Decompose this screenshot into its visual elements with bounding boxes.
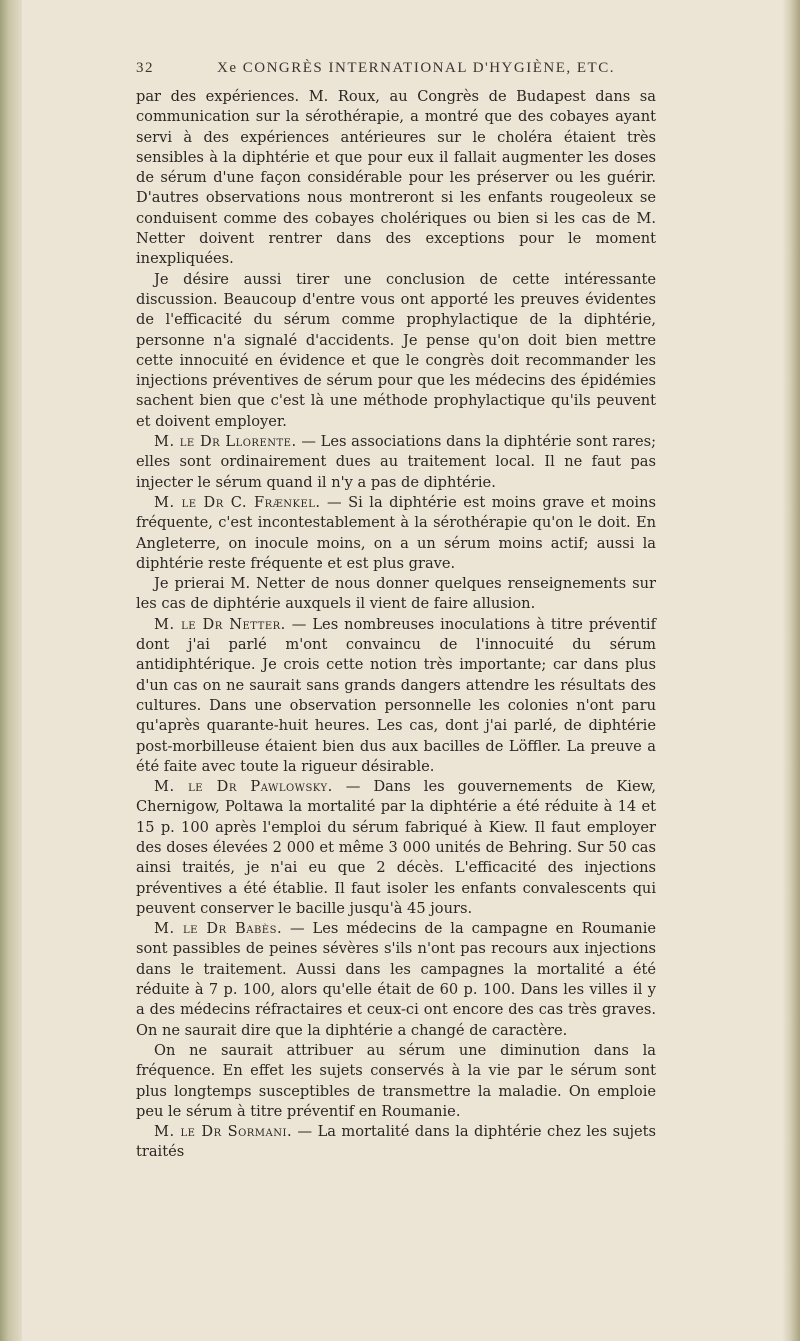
- paragraph-text: — Les associations dans la diphtérie sont rares; elles sont ordinairement dues au traitement local. Il ne faut pas injecter le sérum quand il n'y a pas de diphtérie.: [136, 433, 656, 491]
- paragraph-text: On ne saurait attribuer au sérum une diminution dans la fréquence. En effet les sujets conservés à la vie par le sérum sont plus longtemps susceptibles de transmettre la maladie. On emploie peu le sérum à titre préventif en Roumanie.: [136, 1041, 656, 1120]
- speaker: M. le Dr Llorente.: [154, 433, 297, 451]
- scan-edge-right: [782, 0, 800, 1341]
- paragraph: [136, 777, 656, 919]
- paragraph-text: — Si la diphtérie est moins grave et moins fréquente, c'est incontestablement à la sérothérapie qu'on le doit. En Angleterre, on inocule moins, on a un sérum moins actif; aussi la diphtérie reste fréquente et est plus grave.: [136, 493, 656, 572]
- paragraph-text: — Les médecins de la campagne en Roumanie sont passibles de peines sévères s'ils n'ont pas recours aux injections dans le traitement. Aussi dans les campagnes la mortalité a été réduite à 7 p. 100, alors qu'elle était de 60 p. 100. Dans les villes il y a des médecins réfractaires et ceux-ci ont encore des cas très graves. On ne saurait dire que la diphtérie a changé de caractère.: [136, 920, 656, 1039]
- paragraph: [136, 919, 656, 1041]
- paragraph: [136, 270, 656, 432]
- paragraph-text: — Les nombreuses inoculations à titre préventif dont j'ai parlé m'ont convaincu de l'innocuité du sérum antidiphtérique. Je crois cette notion très importante; car dans plus d'un cas on ne saurait sans grands dangers attendre les résultats des cultures. Dans une observation personnelle les colonies n'ont paru qu'après quarante-huit heures. Les cas, dont j'ai parlé, de diphtérie post-morbilleuse étaient bien dus aux bacilles de Löffler. La preuve a été faite avec toute la rigueur désirable.: [136, 615, 657, 775]
- document-page: [136, 60, 656, 1163]
- paragraph: [136, 432, 656, 493]
- paragraph: [136, 87, 656, 270]
- paragraph: [136, 1122, 656, 1163]
- speaker: M. le Dr Sormani.: [154, 1123, 293, 1141]
- paragraph: [136, 1041, 656, 1122]
- paragraph: [136, 574, 656, 615]
- paragraph: [136, 615, 656, 777]
- scan-edge-left: [0, 0, 22, 1341]
- paragraph-text: Je prierai M. Netter de nous donner quelques renseignements sur les cas de diphtérie auxquels il vient de faire allusion.: [136, 575, 656, 613]
- paragraph-text: — Dans les gouvernements de Kiew, Chernigow, Poltawa la mortalité par la diphtérie a été réduite à 14 et 15 p. 100 après l'emploi du sérum fabriqué à Kiew. Il faut employer des doses élevées 2 000 et même 3 000 unités de Behring. Sur 50 cas ainsi traités, je n'ai eu que 2 décès. L'efficacité des injections préventives a été établie. Il faut isoler les enfants convalescents qui peuvent conserver le bacille jusqu'à 45 jours.: [136, 778, 656, 917]
- running-title: Xe CONGRÈS INTERNATIONAL D'HYGIÈNE, ETC.: [217, 60, 615, 76]
- running-header: [136, 60, 656, 77]
- paragraph-text: par des expériences. M. Roux, au Congrès de Budapest dans sa communication sur la sérothérapie, a montré que des cobayes ayant servi à des expériences antérieures sur le choléra étaient très sensibles à la diphtérie et que pour eux il fallait augmenter les doses de sérum d'une façon considérable pour les préserver ou les guérir. D'autres observations nous montreront si les enfants rougeoleux se conduisent comme des cobayes cholériques ou bien si les cas de M. Netter doivent rentrer dans des exceptions pour le moment inexpliquées.: [136, 88, 656, 268]
- body-text: [136, 87, 656, 1163]
- speaker: M. le Dr Netter.: [154, 615, 286, 633]
- paragraph: [136, 493, 656, 574]
- paragraph-text: Je désire aussi tirer une conclusion de cette intéressante discussion. Beaucoup d'entre vous ont apporté les preuves évidentes de l'efficacité du sérum comme prophylactique de la diphtérie, personne n'a signalé d'accidents. Je pense qu'on doit bien mettre cette innocuité en évidence et que le congrès doit recommander les injections préventives de sérum pour que les médecins des épidémies sachent bien que c'est là une méthode prophylactique qu'ils peuvent et doivent employer.: [136, 270, 656, 430]
- page-number: 32: [136, 60, 154, 76]
- speaker: M. le Dr Babès.: [154, 920, 283, 938]
- paragraph-text: — La mortalité dans la diphtérie chez les sujets traités: [136, 1123, 656, 1161]
- speaker: M. le Dr C. Frænkel.: [154, 493, 321, 511]
- speaker: M. le Dr Pawlowsky.: [154, 778, 333, 796]
